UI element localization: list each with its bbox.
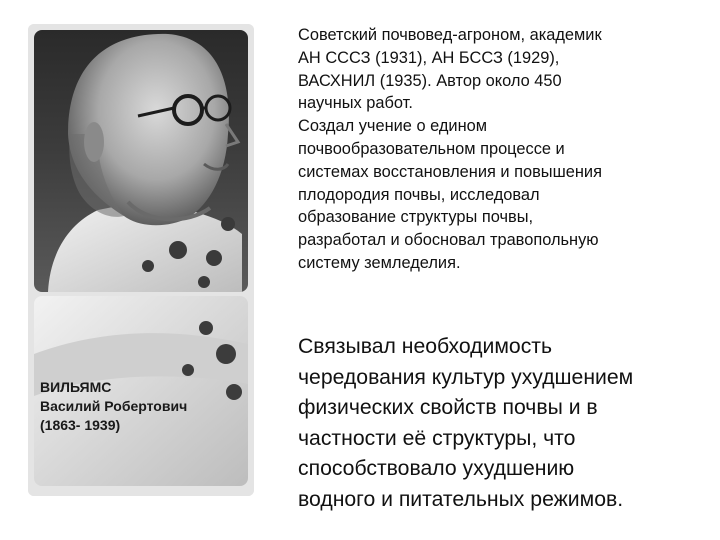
bio-line: научных работ. — [298, 94, 413, 113]
caption-fullname: Василий Робертович — [40, 398, 188, 414]
bio-line: систему земледелия. — [298, 253, 461, 272]
bio-line: образование структуры почвы, — [298, 208, 534, 227]
bio-line: АН СССЗ (1931), АН БССЗ (1929), — [298, 48, 560, 67]
bio-line: плодородия почвы, исследовал — [298, 185, 540, 204]
bio-line: ВАСХНИЛ (1935). Автор около 450 — [298, 71, 562, 90]
bio-line: разработал и обосновал травопольную — [298, 231, 599, 250]
bio-paragraph — [298, 24, 698, 275]
statement-line: способствовало ухудшению — [298, 457, 575, 481]
statement-line: частности её структуры, что — [298, 426, 576, 450]
statement-line: чередования культур ухудшением — [298, 365, 634, 389]
caption-name: ВИЛЬЯМС — [40, 379, 112, 395]
statement-paragraph — [298, 332, 710, 516]
bio-line: системах восстановления и повышения — [298, 162, 602, 181]
statement-line: водного и питательных режимов. — [298, 487, 624, 511]
statement-line: физических свойств почвы и в — [298, 396, 598, 420]
bio-line: почвообразовательном процессе и — [298, 139, 565, 158]
bio-line: Создал учение о едином — [298, 117, 488, 136]
bio-line: Советский почвовед-агроном, академик — [298, 26, 602, 44]
portrait-caption — [40, 378, 250, 435]
caption-years: (1863- 1939) — [40, 417, 121, 433]
statement-line: Связывал необходимость — [298, 335, 553, 358]
